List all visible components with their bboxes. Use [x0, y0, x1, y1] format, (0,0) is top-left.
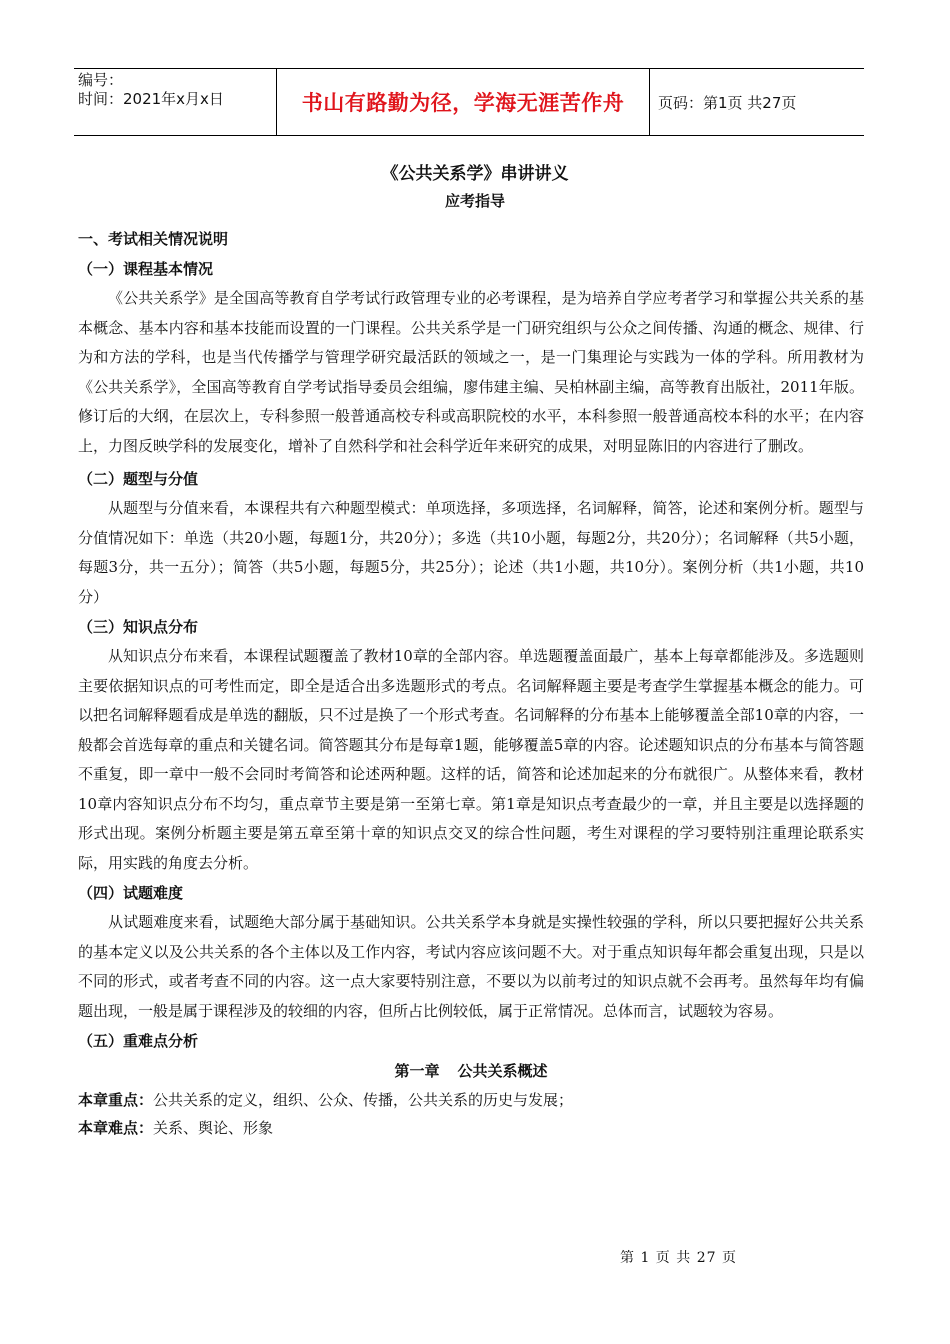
chapter-focus-text: 公共关系的定义，组织、公众、传播，公共关系的历史与发展；: [153, 1091, 574, 1109]
subsection-heading-knowledge: （三）知识点分布: [78, 618, 199, 636]
header-table: [74, 68, 864, 136]
chapter-heading: [78, 1056, 864, 1086]
subsection-heading-course: （一）课程基本情况: [78, 260, 214, 278]
paragraph-course: 《公共关系学》是全国高等教育自学考试行政管理专业的必考课程，是为培养自学应考者学习和掌握公共关系的基本概念、基本内容和基本技能而设置的一门课程。公共关系学是一门研究组织与公众之间传播、沟通的概念、规律、行为和方法的学科，也是当代传播学与管理学研究最活跃的领域之一，是一门集理论与实践为一体的学科。所用教材为《公共关系学》，全国高等教育自学考试指导委员会组编，廖伟建主编、吴柏林副主编，高等教育出版社，2011年版。修订后的大纲，在层次上，专科参照一般普通高校专科或高职院校的水平，本科参照一般普通高校本科的水平；在内容上，力图反映学科的发展变化，增补了自然科学和社会科学近年来研究的成果，对明显陈旧的内容进行了删改。: [78, 289, 864, 455]
document-title: 《公共关系学》串讲讲义: [381, 164, 569, 184]
chapter-focus: [78, 1086, 864, 1114]
paragraph-question-types: 从题型与分值来看，本课程共有六种题型模式：单项选择，多项选择，名词解释，简答，论述和案例分析。题型与分值情况如下：单选（共20小题，每题1分，共20分）；多选（共10小题，每题2分，共20分）；名词解释（共5小题，每题3分，共一五分）；简答（共5小题，每题5分，共25分）；论述（共1小题，共10分）。案例分析（共1小题，共10分）: [78, 499, 864, 606]
page-code: 页码：第1页 共27页: [658, 93, 797, 112]
chapter-difficulty: [78, 1114, 864, 1142]
paragraph-knowledge: 从知识点分布来看，本课程试题覆盖了教材10章的全部内容。单选题覆盖面最广，基本上每章都能涉及。多选题则主要依据知识点的可考性而定，即全是适合出多选题形式的考点。名词解释题主要是考查学生掌握基本概念的能力。可以把名词解释题看成是单选的翻版，只不过是换了一个形式考查。名词解释的分布基本上能够覆盖全部10章的内容，一般都会首选每章的重点和关键名词。简答题其分布是每章1题，能够覆盖5章的内容。论述题知识点的分布基本与简答题不重复，即一章中一般不会同时考简答和论述两种题。这样的话，简答和论述加起来的分布就很广。从整体来看，教材10章内容知识点分布不均匀，重点章节主要是第一至第七章。第1章是知识点考查最少的一章，并且主要是以选择题的形式出现。案例分析题主要是第五章至第十章的知识点交叉的综合性问题，考生对课程的学习要特别注重理论联系实际，用实践的角度去分析。: [78, 647, 864, 872]
motto-text: 书山有路勤为径，学海无涯苦作舟: [301, 91, 625, 115]
motto-cell: [276, 69, 650, 135]
section-heading: 一、考试相关情况说明: [78, 230, 229, 248]
chapter-name: 公共关系概述: [457, 1062, 548, 1080]
chapter-number: 第一章: [394, 1062, 440, 1080]
document-body: [78, 224, 864, 1142]
subsection-heading-key-points: （五）重难点分析: [78, 1032, 199, 1050]
page-code-cell: [650, 69, 864, 135]
chapter-difficulty-text: 关系、舆论、形象: [153, 1119, 274, 1137]
paragraph-difficulty: 从试题难度来看，试题绝大部分属于基础知识。公共关系学本身就是实操性较强的学科，所以只要把握好公共关系的基本定义以及公共关系的各个主体以及工作内容，考试内容应该问题不大。对于重点知识每年都会重复出现，只是以不同的形式，或者考查不同的内容。这一点大家要特别注意，不要以为以前考过的知识点就不会再考。虽然每年均有偏题出现，一般是属于课程涉及的较细的内容，但所占比例较低，属于正常情况。总体而言，试题较为容易。: [78, 913, 864, 1020]
subsection-heading-question-types: （二）题型与分值: [78, 470, 199, 488]
header-info-cell: [74, 69, 276, 135]
chapter-focus-label: 本章重点：: [78, 1091, 154, 1109]
page-footer: 第 1 页 共 27 页: [620, 1250, 737, 1266]
number-label: 编号：: [78, 71, 124, 89]
chapter-difficulty-label: 本章难点：: [78, 1119, 154, 1137]
time-label: 时间：2021年x月x日: [78, 90, 224, 108]
document-subtitle: 应考指导: [444, 192, 505, 210]
subsection-heading-difficulty: （四）试题难度: [78, 884, 184, 902]
